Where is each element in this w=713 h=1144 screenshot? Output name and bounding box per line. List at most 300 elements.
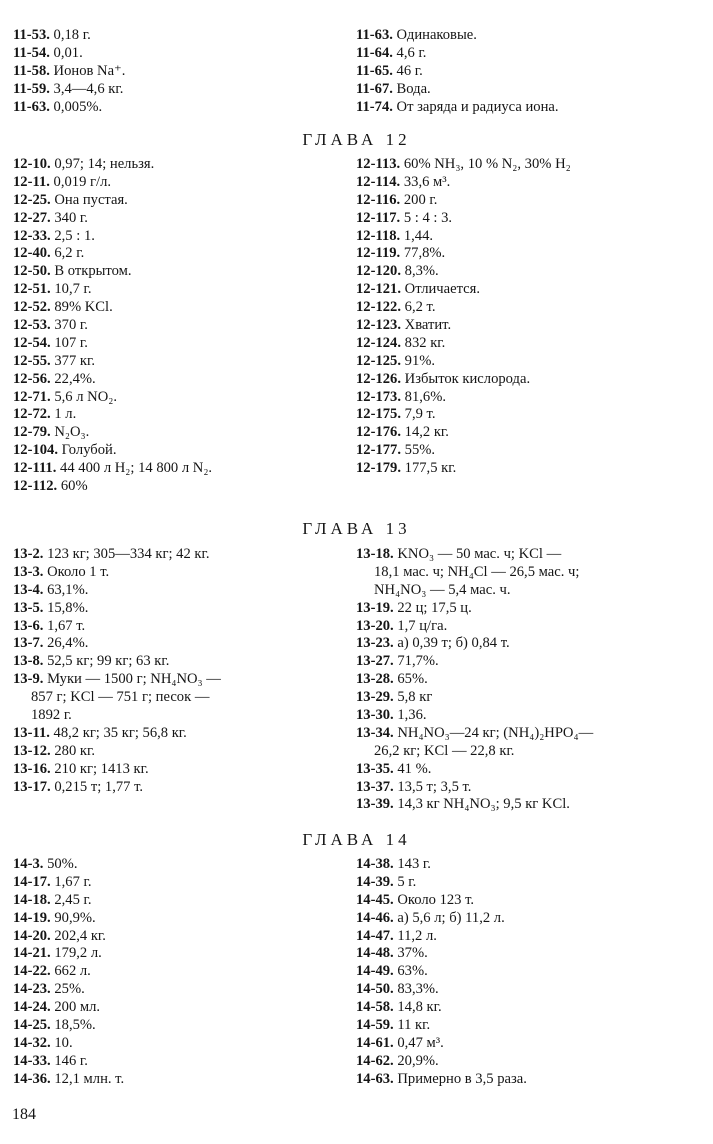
answer-line — [13, 371, 343, 389]
answer-text: 44 400 л H₂; 14 800 л N₂. — [60, 460, 213, 477]
answer-line — [13, 460, 343, 478]
answer-text: 10,7 г. — [54, 281, 92, 298]
answer-line — [356, 779, 676, 797]
answer-text: 91%. — [404, 352, 436, 369]
answer-line — [356, 281, 676, 299]
answer-text: а) 0,39 т; б) 0,84 т. — [397, 635, 510, 652]
answer-line — [356, 1053, 676, 1071]
problem-number: 13-19. — [356, 599, 394, 616]
answer-text: 11 кг. — [397, 1017, 431, 1034]
answer-line — [13, 424, 343, 442]
problem-number: 12-173. — [356, 388, 401, 405]
answer-text: 22,4%. — [54, 370, 96, 387]
answer-text: 370 г. — [54, 317, 88, 334]
answer-line — [356, 874, 676, 892]
problem-number: 13-39. — [356, 796, 394, 813]
answer-text: 63%. — [397, 963, 428, 980]
answer-line — [13, 442, 343, 460]
right-column — [356, 546, 676, 814]
answer-line — [13, 478, 343, 496]
answer-text: 18,5%. — [54, 1017, 96, 1034]
answer-text: 81,6%. — [404, 388, 447, 405]
problem-number: 12-126. — [356, 370, 401, 387]
problem-number: 13-16. — [13, 760, 51, 777]
answer-line — [356, 174, 676, 192]
problem-number: 14-39. — [356, 873, 394, 890]
problem-number: 11-64. — [356, 44, 393, 61]
answer-text: 26,2 кг; KCl — 22,8 кг. — [374, 742, 515, 759]
answer-text: 857 г; KCl — 751 г; песок — — [31, 689, 210, 706]
answer-text: 37%. — [397, 945, 428, 962]
problem-number: 12-40. — [13, 245, 51, 262]
answer-line — [356, 707, 676, 725]
answer-line — [356, 945, 676, 963]
problem-number: 11-65. — [356, 62, 393, 79]
answer-line — [13, 389, 343, 407]
answer-line — [13, 317, 343, 335]
problem-number: 13-3. — [13, 563, 44, 580]
chapter-12-heading: ГЛАВА 12 — [302, 130, 411, 149]
problem-number: 13-8. — [13, 653, 44, 670]
answer-line — [356, 1071, 676, 1089]
answer-line — [13, 963, 343, 981]
answer-text: 10. — [54, 1034, 73, 1051]
answer-text: 46 г. — [396, 62, 423, 79]
answer-line — [13, 335, 343, 353]
problem-number: 12-118. — [356, 227, 401, 244]
answer-text: а) 5,6 л; б) 11,2 л. — [397, 909, 505, 926]
answer-text: 202,4 кг. — [54, 927, 106, 944]
answer-line — [13, 618, 343, 636]
answer-line — [356, 245, 676, 263]
answer-text: Хватит. — [404, 317, 452, 334]
problem-number: 12-176. — [356, 424, 401, 441]
left-column — [13, 27, 343, 116]
answer-text: KNO₃ — 50 мас. ч; KCl — — [397, 546, 562, 562]
answer-line — [13, 671, 343, 689]
answer-text: 14,3 кг NH₄NO₃; 9,5 кг KCl. — [397, 796, 570, 813]
answer-text: 2,5 : 1. — [54, 227, 95, 244]
problem-number: 12-55. — [13, 352, 51, 369]
left-column — [13, 156, 343, 496]
answer-line — [13, 353, 343, 371]
answer-line — [13, 582, 343, 600]
problem-number: 13-18. — [356, 546, 394, 562]
answer-text: 7,9 т. — [404, 406, 436, 423]
answer-line — [13, 156, 343, 174]
answer-line — [13, 1071, 343, 1089]
answer-line — [356, 856, 676, 874]
answer-line — [13, 263, 343, 281]
answer-text: 280 кг. — [54, 742, 95, 759]
answer-text: 5,8 кг — [397, 689, 433, 706]
answer-text: 83,3%. — [397, 981, 439, 998]
chapter-13-answers — [0, 546, 713, 816]
problem-number: 12-54. — [13, 334, 51, 351]
problem-number: 12-11. — [13, 173, 50, 190]
problem-number: 13-5. — [13, 599, 44, 616]
answer-line — [356, 546, 676, 564]
answer-text: NH₄NO₃—24 кг; (NH₄)₂HPO₄— — [397, 724, 594, 741]
answer-text: 107 г. — [54, 334, 88, 351]
problem-number: 13-27. — [356, 653, 394, 670]
problem-number: 12-120. — [356, 263, 401, 280]
answer-text: 22 ц; 17,5 ц. — [397, 599, 472, 616]
chapter-14-heading: ГЛАВА 14 — [302, 830, 411, 849]
problem-number: 12-52. — [13, 299, 51, 316]
answer-text: 0,019 г/л. — [53, 173, 112, 190]
problem-number: 14-21. — [13, 945, 51, 962]
answer-line — [356, 353, 676, 371]
answer-continuation — [356, 743, 676, 761]
answer-text: Муки — 1500 г; NH₄NO₃ — — [47, 671, 221, 688]
problem-number: 11-53. — [13, 27, 50, 43]
answer-text: 1,67 г. — [54, 873, 92, 890]
answer-line — [13, 1017, 343, 1035]
problem-number: 13-35. — [356, 760, 394, 777]
answer-text: 1,67 т. — [47, 617, 86, 634]
problem-number: 13-4. — [13, 581, 44, 598]
answer-line — [13, 27, 343, 45]
answer-line — [13, 1035, 343, 1053]
problem-number: 12-122. — [356, 299, 401, 316]
answer-text: 0,47 м³. — [397, 1034, 444, 1051]
problem-number: 12-121. — [356, 281, 401, 298]
answer-line — [356, 81, 676, 99]
answer-line — [13, 653, 343, 671]
answer-text: 63,1%. — [47, 581, 89, 598]
answer-line — [13, 174, 343, 192]
answer-text: 89% KCl. — [54, 299, 113, 316]
answer-text: 377 кг. — [54, 352, 95, 369]
answer-continuation — [13, 689, 343, 707]
problem-number: 12-111. — [13, 460, 57, 477]
problem-number: 14-48. — [356, 945, 394, 962]
problem-number: 12-114. — [356, 173, 401, 190]
answer-line — [13, 81, 343, 99]
problem-number: 12-112. — [13, 478, 58, 495]
answer-line — [356, 999, 676, 1017]
answer-text: 26,4%. — [47, 635, 89, 652]
answer-line — [356, 335, 676, 353]
answer-line — [356, 156, 676, 174]
answer-line — [13, 1053, 343, 1071]
answer-continuation — [13, 707, 343, 725]
answer-text: 25%. — [54, 981, 85, 998]
answer-line — [13, 281, 343, 299]
answer-line — [356, 45, 676, 63]
answer-text: NH₄NO₃ — 5,4 мас. ч. — [374, 581, 511, 598]
problem-number: 14-58. — [356, 999, 394, 1016]
answer-text: 0,18 г. — [53, 27, 91, 43]
answer-line — [356, 928, 676, 946]
answer-text: От заряда и радиуса иона. — [396, 98, 559, 115]
chapter-13-heading: ГЛАВА 13 — [302, 519, 411, 538]
answer-line — [356, 600, 676, 618]
problem-number: 12-117. — [356, 209, 401, 226]
answer-line — [356, 210, 676, 228]
answer-line — [13, 928, 343, 946]
problem-number: 14-47. — [356, 927, 394, 944]
answer-line — [356, 963, 676, 981]
problem-number: 13-6. — [13, 617, 44, 634]
problem-number: 14-17. — [13, 873, 51, 890]
problem-number: 12-116. — [356, 191, 401, 208]
answer-text: 50%. — [47, 856, 78, 872]
problem-number: 13-29. — [356, 689, 394, 706]
answer-text: Примерно в 3,5 раза. — [397, 1070, 527, 1087]
answer-line — [356, 27, 676, 45]
answer-line — [356, 653, 676, 671]
problem-number: 14-38. — [356, 856, 394, 872]
problem-number: 13-7. — [13, 635, 44, 652]
problem-number: 12-179. — [356, 460, 401, 477]
answer-text: 14,2 кг. — [404, 424, 449, 441]
problem-number: 14-46. — [356, 909, 394, 926]
answer-line — [13, 910, 343, 928]
answer-line — [13, 210, 343, 228]
answer-text: 1,44. — [403, 227, 434, 244]
answer-text: 18,1 мас. ч; NH₄Cl — 26,5 мас. ч; — [374, 563, 580, 580]
answer-text: Избыток кислорода. — [404, 370, 531, 387]
answer-text: 12,1 млн. т. — [54, 1070, 125, 1087]
problem-number: 14-25. — [13, 1017, 51, 1034]
problem-number: 12-71. — [13, 388, 51, 405]
answer-line — [13, 99, 343, 117]
answer-line — [13, 245, 343, 263]
answer-line — [356, 317, 676, 335]
answer-continuation — [356, 564, 676, 582]
answer-line — [356, 99, 676, 117]
problem-number: 14-62. — [356, 1052, 394, 1069]
answer-text: 5 г. — [397, 873, 417, 890]
answer-text: 1,36. — [397, 707, 427, 724]
answer-text: 1892 г. — [31, 707, 72, 724]
problem-number: 11-58. — [13, 62, 50, 79]
problem-number: 13-34. — [356, 724, 394, 741]
problem-number: 12-51. — [13, 281, 51, 298]
answer-line — [13, 779, 343, 797]
problem-number: 11-63. — [356, 27, 393, 43]
answer-text: 11,2 л. — [397, 927, 437, 944]
problem-number: 12-125. — [356, 352, 401, 369]
problem-number: 11-74. — [356, 98, 393, 115]
answer-text: В открытом. — [54, 263, 132, 280]
answer-text: 48,2 кг; 35 кг; 56,8 кг. — [53, 724, 187, 741]
problem-number: 13-30. — [356, 707, 394, 724]
answer-text: 2,45 г. — [54, 891, 92, 908]
answer-text: 146 г. — [54, 1052, 88, 1069]
problem-number: 13-17. — [13, 778, 51, 795]
answer-line — [13, 725, 343, 743]
answer-line — [356, 406, 676, 424]
problem-number: 13-12. — [13, 742, 51, 759]
problem-number: 11-63. — [13, 98, 50, 115]
answer-line — [356, 671, 676, 689]
problem-number: 13-37. — [356, 778, 394, 795]
problem-number: 13-9. — [13, 671, 44, 688]
answer-text: 5,6 л NO₂. — [54, 388, 117, 405]
right-column — [356, 156, 676, 478]
problem-number: 14-22. — [13, 963, 51, 980]
answer-line — [356, 892, 676, 910]
answer-text: 123 кг; 305—334 кг; 42 кг. — [47, 546, 210, 562]
problem-number: 12-113. — [356, 156, 401, 172]
answer-line — [13, 228, 343, 246]
answer-text: 90,9%. — [54, 909, 96, 926]
right-column — [356, 27, 676, 116]
problem-number: 12-33. — [13, 227, 51, 244]
answer-text: Ионов Na⁺. — [53, 62, 126, 79]
answer-text: 77,8%. — [403, 245, 446, 262]
answer-text: Она пустая. — [54, 191, 128, 208]
answer-line — [13, 999, 343, 1017]
problem-number: 12-53. — [13, 317, 51, 334]
answer-text: Около 123 т. — [397, 891, 475, 908]
right-column — [356, 856, 676, 1089]
problem-number: 13-20. — [356, 617, 394, 634]
answer-text: 143 г. — [397, 856, 431, 872]
problem-number: 14-33. — [13, 1052, 51, 1069]
problem-number: 12-124. — [356, 334, 401, 351]
problem-number: 14-23. — [13, 981, 51, 998]
problem-number: 13-11. — [13, 724, 50, 741]
problem-number: 11-54. — [13, 44, 50, 61]
answer-text: 33,6 м³. — [403, 173, 451, 190]
answer-continuation — [356, 582, 676, 600]
answer-text: 20,9%. — [397, 1052, 439, 1069]
answer-text: 4,6 г. — [396, 44, 427, 61]
problem-number: 12-123. — [356, 317, 401, 334]
problem-number: 12-175. — [356, 406, 401, 423]
answer-text: 340 г. — [54, 209, 88, 226]
answer-line — [356, 796, 676, 814]
answer-line — [356, 299, 676, 317]
answer-text: Голубой. — [61, 442, 117, 459]
answer-text: 14,8 кг. — [397, 999, 442, 1016]
answer-text: 0,01. — [53, 44, 83, 61]
answer-text: 1 л. — [54, 406, 77, 423]
chapter-12-answers — [0, 156, 713, 501]
answer-line — [356, 761, 676, 779]
answer-text: 177,5 кг. — [404, 460, 457, 477]
answer-text: 6,2 т. — [404, 299, 436, 316]
answer-line — [356, 371, 676, 389]
problem-number: 13-23. — [356, 635, 394, 652]
problem-number: 12-25. — [13, 191, 51, 208]
chapter-11-answers — [0, 27, 713, 119]
answer-line — [13, 299, 343, 317]
answer-line — [13, 546, 343, 564]
answer-text: 8,3%. — [404, 263, 439, 280]
answer-line — [356, 618, 676, 636]
answer-line — [13, 192, 343, 210]
page-number: 184 — [12, 1106, 36, 1123]
answer-line — [13, 600, 343, 618]
answer-line — [13, 45, 343, 63]
problem-number: 12-56. — [13, 370, 51, 387]
answer-text: 179,2 л. — [54, 945, 102, 962]
answer-line — [356, 689, 676, 707]
answer-line — [13, 945, 343, 963]
answer-text: 60% — [60, 478, 88, 495]
answer-line — [13, 856, 343, 874]
answer-text: 6,2 г. — [54, 245, 85, 262]
answer-text: 15,8%. — [47, 599, 89, 616]
answer-text: 0,215 т; 1,77 т. — [54, 778, 144, 795]
problem-number: 13-28. — [356, 671, 394, 688]
problem-number: 14-32. — [13, 1034, 51, 1051]
problem-number: 12-79. — [13, 424, 51, 441]
answer-text: 52,5 кг; 99 кг; 63 кг. — [47, 653, 170, 670]
answer-text: 41 %. — [397, 760, 432, 777]
answer-line — [13, 981, 343, 999]
answer-text: 55%. — [404, 442, 436, 459]
answer-text: 1,7 ц/га. — [397, 617, 448, 634]
answer-line — [13, 761, 343, 779]
answer-line — [356, 424, 676, 442]
problem-number: 12-72. — [13, 406, 51, 423]
problem-number: 14-63. — [356, 1070, 394, 1087]
answer-line — [13, 892, 343, 910]
answer-line — [13, 635, 343, 653]
problem-number: 14-20. — [13, 927, 51, 944]
answer-text: Одинаковые. — [396, 27, 477, 43]
answer-text: 65%. — [397, 671, 428, 688]
chapter-14-answers — [0, 856, 713, 1096]
answer-line — [356, 910, 676, 928]
problem-number: 13-2. — [13, 546, 44, 562]
answer-text: 662 л. — [54, 963, 91, 980]
answer-line — [356, 1017, 676, 1035]
problem-number: 14-3. — [13, 856, 44, 872]
answer-text: 5 : 4 : 3. — [403, 209, 453, 226]
problem-number: 14-19. — [13, 909, 51, 926]
answer-text: 71,7%. — [397, 653, 439, 670]
answer-line — [356, 1035, 676, 1053]
problem-number: 11-59. — [13, 80, 50, 97]
answer-line — [356, 442, 676, 460]
answer-text: 210 кг; 1413 кг. — [54, 760, 149, 777]
problem-number: 12-10. — [13, 156, 51, 172]
answer-line — [13, 406, 343, 424]
answer-text: N₂O₃. — [54, 424, 90, 441]
answer-text: Около 1 т. — [47, 563, 110, 580]
problem-number: 14-61. — [356, 1034, 394, 1051]
answer-text: 3,4—4,6 кг. — [53, 80, 124, 97]
left-column — [13, 546, 343, 796]
answer-line — [13, 874, 343, 892]
problem-number: 12-104. — [13, 442, 58, 459]
problem-number: 12-177. — [356, 442, 401, 459]
answer-text: 13,5 т; 3,5 т. — [397, 778, 472, 795]
problem-number: 14-59. — [356, 1017, 394, 1034]
answer-line — [13, 743, 343, 761]
answer-text: Отличается. — [404, 281, 480, 298]
problem-number: 14-50. — [356, 981, 394, 998]
problem-number: 14-36. — [13, 1070, 51, 1087]
problem-number: 14-45. — [356, 891, 394, 908]
answer-line — [356, 389, 676, 407]
answer-line — [356, 192, 676, 210]
answer-line — [356, 635, 676, 653]
answer-text: 60% NH₃, 10 % N₂, 30% H₂ — [403, 156, 571, 172]
answer-text: 0,97; 14; нельзя. — [54, 156, 155, 172]
answer-line — [356, 725, 676, 743]
answer-text: Вода. — [396, 80, 431, 97]
problem-number: 12-119. — [356, 245, 401, 262]
answer-line — [356, 63, 676, 81]
